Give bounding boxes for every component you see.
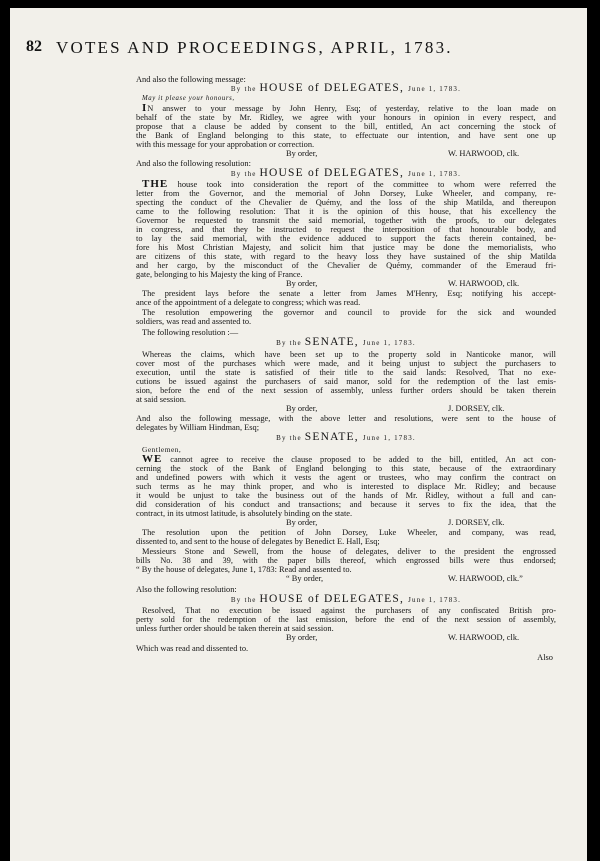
heading-date: June 1, 1783. <box>408 85 462 93</box>
text-line: Resolved, That no execution be issued against the purchasers of any confiscated British pro- <box>142 606 556 615</box>
text-line: ance of the appointment of a delegate to congress; which was read. <box>136 298 361 307</box>
text-line: cover most of the purchases which were made, and it being unjust to subject the purchasers to <box>136 359 556 368</box>
document-page <box>10 8 587 861</box>
text-line: IN answer to your message by John Henry, Esq; of yesterday, relative to the loan made on <box>142 102 556 114</box>
text-line: Which was read and dissented to. <box>136 644 249 653</box>
text-line: By order, <box>286 149 318 158</box>
heading-by: By the <box>230 85 260 93</box>
heading-house: SENATE, <box>304 431 363 443</box>
section-heading <box>136 433 556 442</box>
text-line: delegates by William Hindman, Esq; <box>136 423 260 432</box>
text-line: W. HARWOOD, clk.” <box>448 574 523 583</box>
text-line: And also the following message: <box>136 75 246 84</box>
text-line: behalf of the state by Mr. Ridley, we agree with your honours in opinion in every respect, and <box>136 113 556 122</box>
text-line: Also <box>537 653 553 662</box>
text-line: soldiers, was read and assented to. <box>136 317 252 326</box>
heading-house: SENATE, <box>304 336 363 348</box>
heading-date: June 1, 1783. <box>408 596 462 604</box>
text-line: J. DORSEY, clk. <box>448 404 505 413</box>
heading-house: HOUSE of DELEGATES, <box>259 167 409 179</box>
text-line: bills No. 38 and 39, with the paper bills thereof, which engrossed bills were thus endorsed; <box>136 556 556 565</box>
text-line: Governor be requested to transmit the said memorial, together with the proofs, to our delegates <box>136 216 556 225</box>
heading-by: By the <box>276 339 305 347</box>
text-line: sion, before the end of the next session of assembly, unless further orders should be taken therein <box>136 386 556 395</box>
heading-date: June 1, 1783. <box>408 170 462 178</box>
text-line: And also the following message, with the above letter and resolutions, were sent to the house of <box>136 414 556 423</box>
text-line: unless further order should be taken therein at said session. <box>136 624 334 633</box>
text-line: the Bank of England belonging to this state, to effectuate our intention, and have sent one up <box>136 131 556 140</box>
text-line: came to the following resolution: That it is the opinion of this house, that his excellency the <box>136 207 556 216</box>
document-body <box>10 65 587 861</box>
text-line: W. HARWOOD, clk. <box>448 279 520 288</box>
heading-by: By the <box>276 434 305 442</box>
text-line: Gentlemen, <box>142 445 182 454</box>
text-line: and undefined powers with which it vests the agent or trustees, who may confirm the contract on <box>136 473 556 482</box>
heading-date: June 1, 1783. <box>362 434 416 442</box>
section-heading <box>136 84 556 93</box>
running-title: VOTES AND PROCEEDINGS, APRIL, 1783. <box>56 38 453 57</box>
page-header <box>26 38 554 62</box>
section-heading <box>136 338 556 347</box>
text-line: in congress, and that they be instructed to request the interposition of that honourable body, and <box>136 225 556 234</box>
text-line: specting the conduct of the Chevalier de Quémy, and the loss of the ship Matilda, and thereupon <box>136 198 556 207</box>
text-line: letter from the Governor, and the memorial of John Dorsey, Luke Wheeler, and company, re- <box>136 189 556 198</box>
text-line: By order, <box>286 279 318 288</box>
text-line: “ By order, <box>286 574 324 583</box>
text-line: And also the following resolution: <box>136 159 251 168</box>
text-line: propose that a clause be added by consent to the bill, entitled, An act concerning the stock of <box>136 122 556 131</box>
text-line: did consideration of his conduct and transactions; and because it serves to fix the idea, that the <box>136 500 556 509</box>
heading-house: HOUSE of DELEGATES, <box>259 82 409 94</box>
initial-capital: I <box>142 102 148 114</box>
text-line: to lay the said memorial, with the evidence adduced to support the facts therein contained, be- <box>136 234 556 243</box>
text-line: Messieurs Stone and Sewell, from the house of delegates, deliver to the president the engrossed <box>142 547 556 556</box>
heading-by: By the <box>230 170 260 178</box>
heading-date: June 1, 1783. <box>362 339 416 347</box>
section-heading <box>136 595 556 604</box>
page-number: 82 <box>26 38 42 55</box>
text-line: gate, belonging to his Majesty the king of France. <box>136 270 303 279</box>
text-line: The resolution empowering the governor and council to provide for the sick and wounded <box>142 308 556 317</box>
text-line: such terms as he may think proper, and who is interested to displace Mr. Ridley; and because <box>136 482 556 491</box>
text-line: The resolution upon the petition of John Dorsey, Luke Wheeler, and company, was read, <box>142 528 556 537</box>
text-line: Also the following resolution: <box>136 585 237 594</box>
text-line: WE cannot agree to receive the clause proposed to be added to the bill, entitled, An act con- <box>142 453 556 465</box>
text-line: perty sold for the redemption of the last emission, before the end of the next session of assembly, <box>136 615 556 624</box>
section-heading <box>136 169 556 178</box>
text-line: J. DORSEY, clk. <box>448 518 505 527</box>
text-line: W. HARWOOD, clk. <box>448 149 520 158</box>
text-line: dissented to, and sent to the house of delegates by Benedict E. Hall, Esq; <box>136 537 380 546</box>
text-line: The president lays before the senate a letter from James M'Henry, Esq; notifying his accept- <box>142 289 556 298</box>
text-line: contract, in its utmost latitude, is absolutely binding on the state. <box>136 509 353 518</box>
text-line: cutions be issued against the purchasers of said manor, sold for the redemption of the last emis- <box>136 377 556 386</box>
text-line: are citizens of this state, with regard to the heavy loss they have sustained of the ship Matilda <box>136 252 556 261</box>
text-line: it would be unjust to take the business out of the hands of Mr. Ridley, without a full and can- <box>136 491 556 500</box>
text-line: THE house took into consideration the report of the committee to whom were referred the <box>142 178 556 190</box>
heading-by: By the <box>230 596 260 604</box>
text-line: cerning the stock of the Bank of England belonging to this state, because of the extraordinary <box>136 464 556 473</box>
text-line: execution, until the state is satisfied of their title to the said lands: Resolved, That no exe- <box>136 368 556 377</box>
text-line: Whereas the claims, which have been set up to the property sold in Nanticoke manor, will <box>142 350 556 359</box>
text-line: fore his Most Christian Majesty, and solicit him that justice may be done the memorialists, who <box>136 243 556 252</box>
initial-capital: WE <box>142 453 163 465</box>
text-line: with this message for your approbation or correction. <box>136 140 315 149</box>
text-line: at said session. <box>136 395 187 404</box>
initial-capital: THE <box>142 178 169 190</box>
text-line: W. HARWOOD, clk. <box>448 633 520 642</box>
heading-house: HOUSE of DELEGATES, <box>259 593 409 605</box>
text-line: May it please your honours, <box>142 95 235 102</box>
text-line: and her cargo, by the misconduct of the Chevalier de Quémy, commander of the Emeraud fri- <box>136 261 556 270</box>
text-line: By order, <box>286 633 318 642</box>
text-line: “ By the house of delegates, June 1, 1783: Read and assented to. <box>136 565 352 574</box>
text-line: By order, <box>286 404 318 413</box>
text-line: The following resolution :— <box>142 328 239 337</box>
text-line: By order, <box>286 518 318 527</box>
